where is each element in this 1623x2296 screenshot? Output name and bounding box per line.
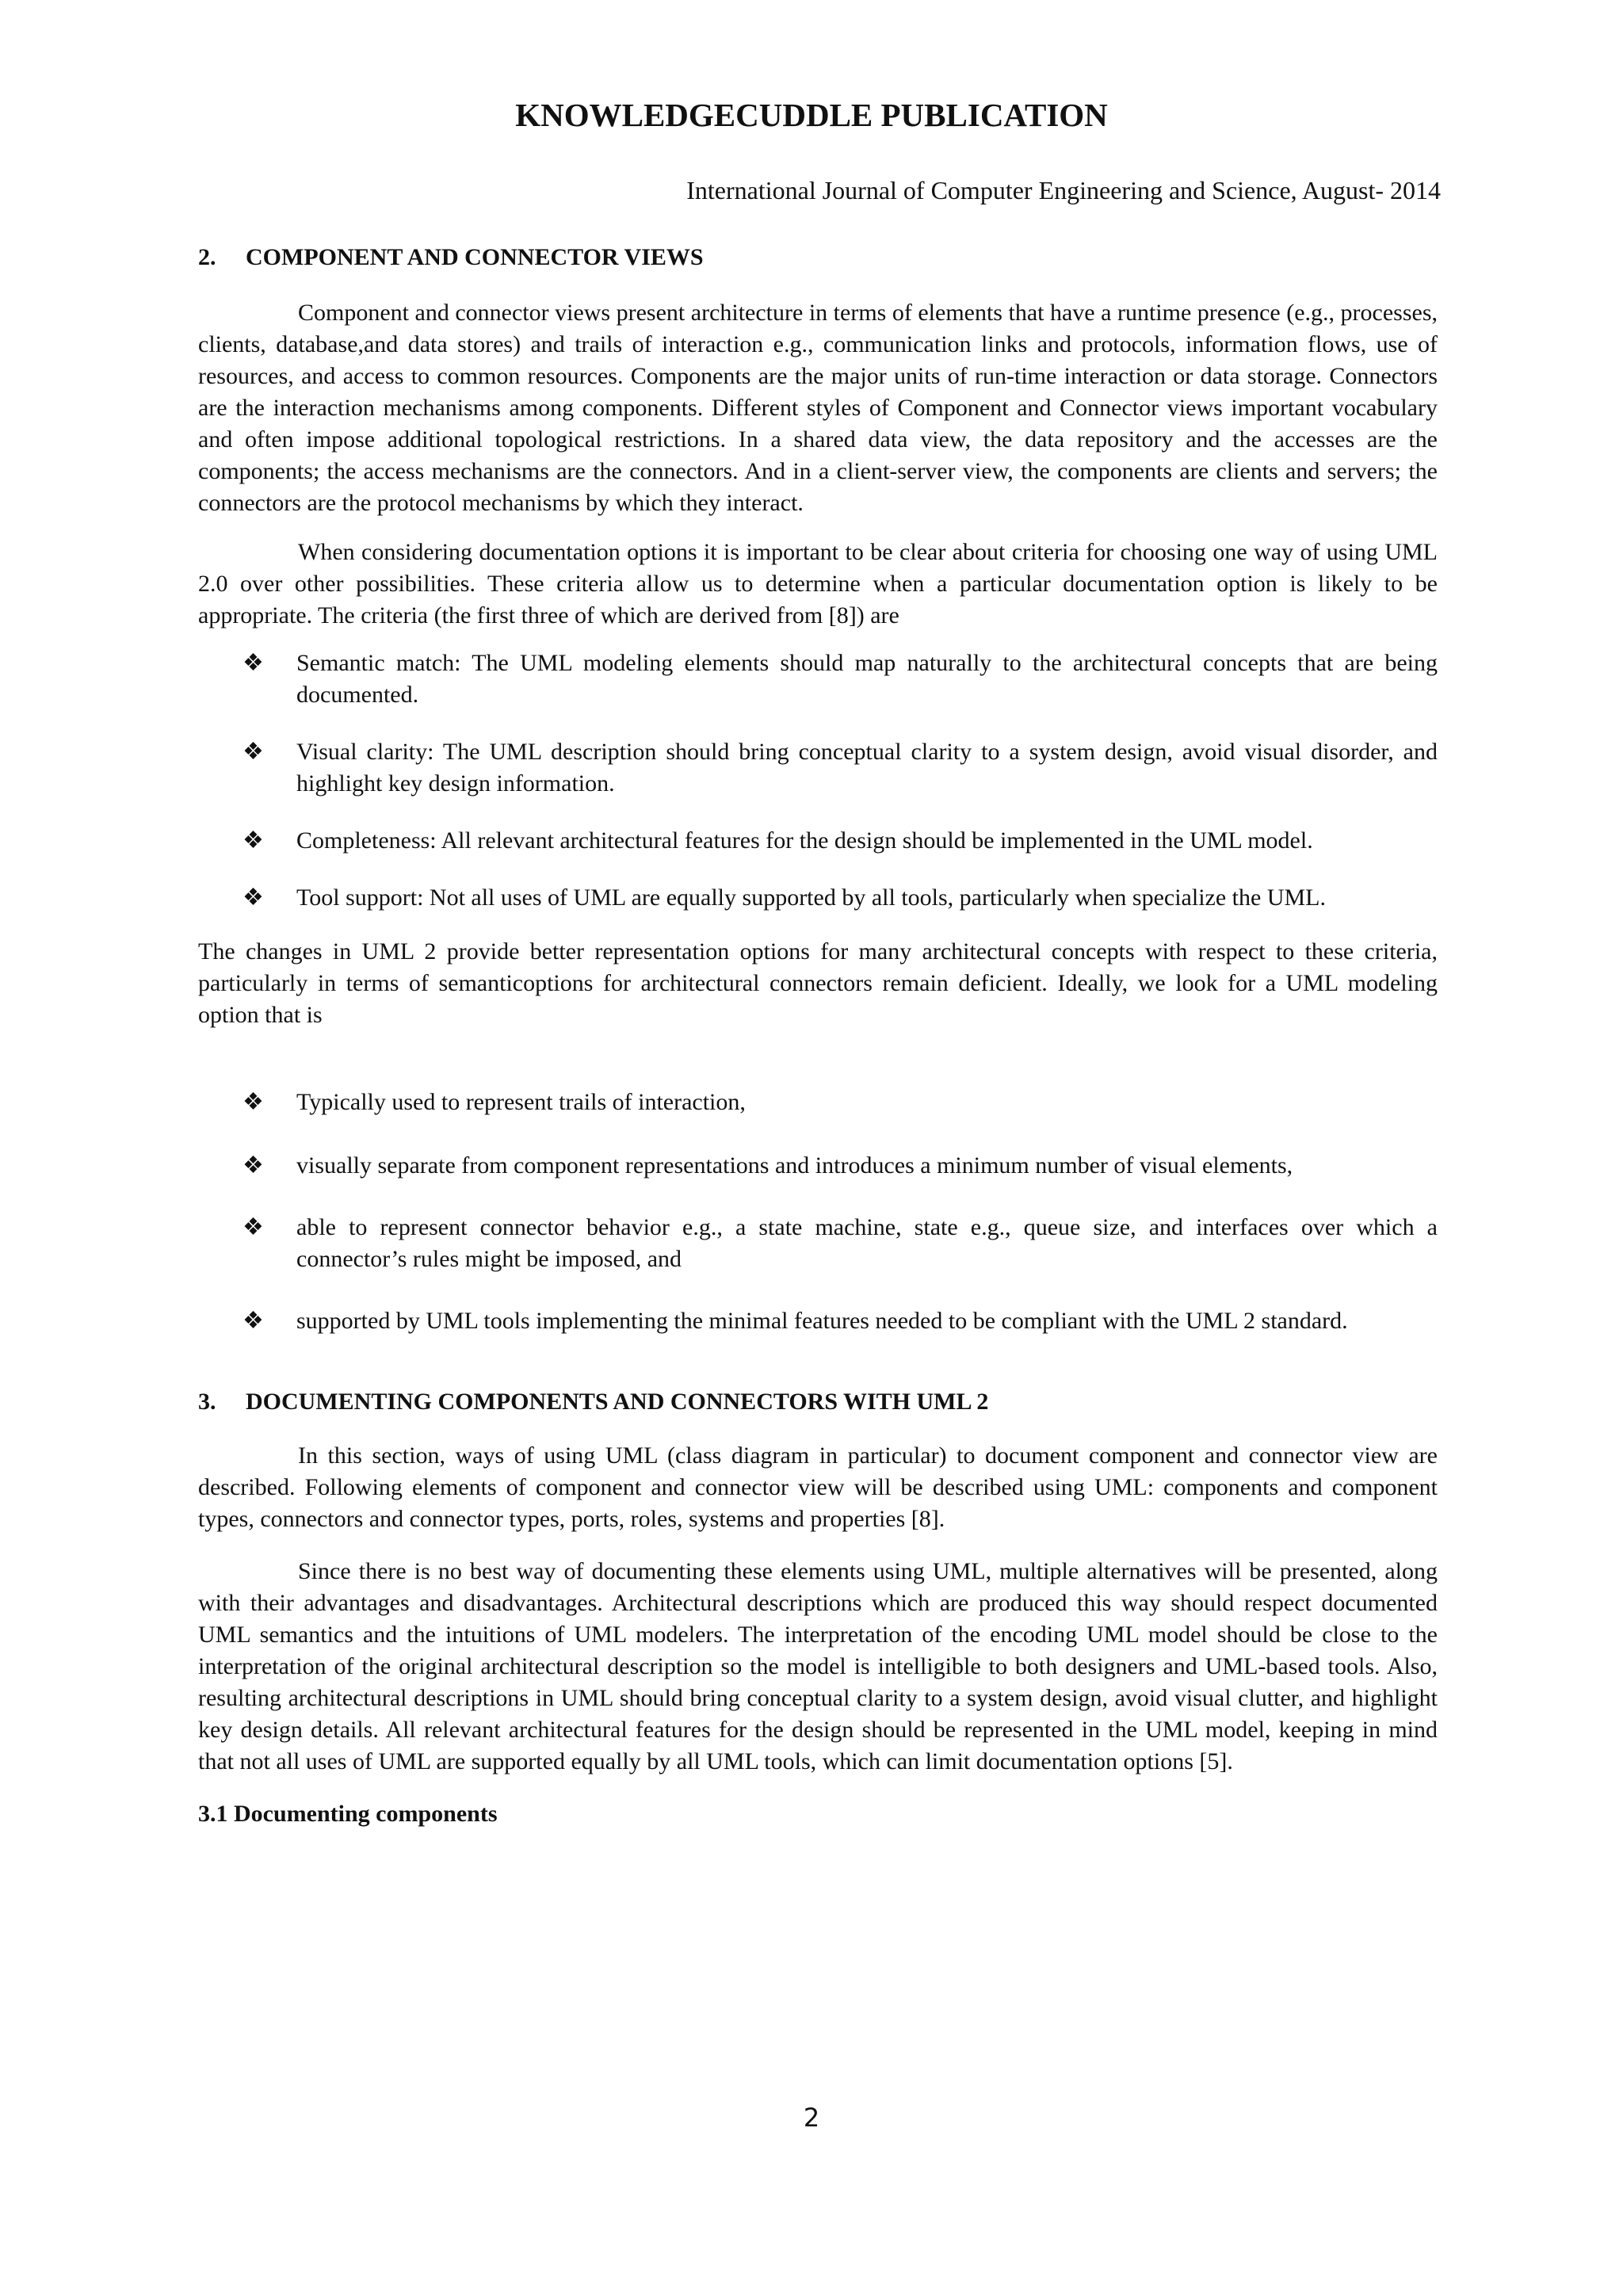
diamond-bullet-icon: ❖ xyxy=(242,827,264,854)
section-number: 2. xyxy=(198,244,216,270)
page-number: 2 xyxy=(803,2103,820,2133)
paragraph: Component and connector views present architecture in terms of elements that have a runtime presence (e.g., processes, clients, database,and data stores) and trails of interaction e.g., communication links and protocols, information flows, use of resources, and access to common resources. Components are the major units of run-time interaction or data storage. Connectors are the interaction mechanisms among components. Different styles of Component and Connector views important vocabulary and often impose additional topological restrictions. In a shared data view, the data repository and the accesses are the components; the access mechanisms are the connectors. And in a client-server view, the components are clients and servers; the connectors are the protocol mechanisms by which they interact. xyxy=(198,300,1438,516)
paragraph: In this section, ways of using UML (class diagram in particular) to document component and connector view are described. Following elements of component and connector view will be described using UML: components and component types, connectors and connector types, ports, roles, systems and properties [8]. xyxy=(198,1442,1438,1532)
subsection-heading: 3.1 Documenting components xyxy=(198,1801,498,1827)
list-item xyxy=(198,648,1438,711)
list-item-text: Completeness: All relevant architectural features for the design should be implemented in the UML model. xyxy=(296,827,1313,854)
journal-line: International Journal of Computer Engineering and Science, August- 2014 xyxy=(686,176,1441,204)
criteria-list xyxy=(198,648,1438,914)
list-item xyxy=(198,1212,1438,1275)
section-number: 3. xyxy=(198,1389,216,1415)
page-content xyxy=(198,242,1438,1830)
section-3-heading xyxy=(198,1386,1438,1418)
list-item-text: Typically used to represent trails of interaction, xyxy=(296,1089,746,1115)
list-item xyxy=(198,882,1438,914)
list-item xyxy=(198,1087,1438,1118)
section-title: DOCUMENTING COMPONENTS AND CONNECTORS WITH UML 2 xyxy=(246,1389,989,1415)
diamond-bullet-icon: ❖ xyxy=(242,1089,264,1115)
list-item-text: able to represent connector behavior e.g., a state machine, state e.g., queue size, and interfaces over which a connector’s rules might be imposed, and xyxy=(296,1214,1438,1272)
section-2-heading xyxy=(198,242,1438,273)
list-item-text: Semantic match: The UML modeling elements should map naturally to the architectural concepts that are being documented. xyxy=(296,650,1438,708)
diamond-bullet-icon: ❖ xyxy=(242,884,264,911)
list-item xyxy=(198,825,1438,857)
list-item xyxy=(198,1150,1438,1182)
diamond-bullet-icon: ❖ xyxy=(242,1308,264,1334)
paragraph: The changes in UML 2 provide better representation options for many architectural concepts with respect to these criteria, particularly in terms of semanticoptions for architectural connectors remain deficient. Ideally, we look for a UML modeling option that is xyxy=(198,938,1438,1028)
list-item-text: visually separate from component representations and introduces a minimum number of visual elements, xyxy=(296,1152,1293,1179)
paragraph: Since there is no best way of documenting these elements using UML, multiple alternatives will be presented, along with their advantages and disadvantages. Architectural descriptions which are produced this way should respect documented UML semantics and the intuitions of UML modelers. The interpretation of the encoding UML model should be close to the interpretation of the original architectural description so the model is intelligible to both designers and UML-based tools. Also, resulting architectural descriptions in UML should bring conceptual clarity to a system design, avoid visual clutter, and highlight key design details. All relevant architectural features for the design should be represented in the UML model, keeping in mind that not all uses of UML are supported equally by all UML tools, which can limit documentation options [5]. xyxy=(198,1558,1438,1775)
list-item-text: supported by UML tools implementing the minimal features needed to be compliant with the UML 2 standard. xyxy=(296,1308,1348,1334)
list-item-text: Visual clarity: The UML description should bring conceptual clarity to a system design, avoid visual disorder, and highlight key design information. xyxy=(296,739,1438,797)
list-item-text: Tool support: Not all uses of UML are equally supported by all tools, particularly when specialize the UML. xyxy=(296,884,1326,911)
publisher-title: KNOWLEDGECUDDLE PUBLICATION xyxy=(515,97,1108,133)
list-item xyxy=(198,736,1438,800)
list-item xyxy=(198,1305,1438,1337)
diamond-bullet-icon: ❖ xyxy=(242,1214,264,1240)
diamond-bullet-icon: ❖ xyxy=(242,739,264,765)
section-title: COMPONENT AND CONNECTOR VIEWS xyxy=(246,244,704,270)
diamond-bullet-icon: ❖ xyxy=(242,1152,264,1179)
paragraph: When considering documentation options it is important to be clear about criteria for choosing one way of using UML 2.0 over other possibilities. These criteria allow us to determine when a particular documentation option is likely to be appropriate. The criteria (the first three of which are derived from [8]) are xyxy=(198,539,1438,628)
diamond-bullet-icon: ❖ xyxy=(242,650,264,676)
options-list xyxy=(198,1087,1438,1337)
